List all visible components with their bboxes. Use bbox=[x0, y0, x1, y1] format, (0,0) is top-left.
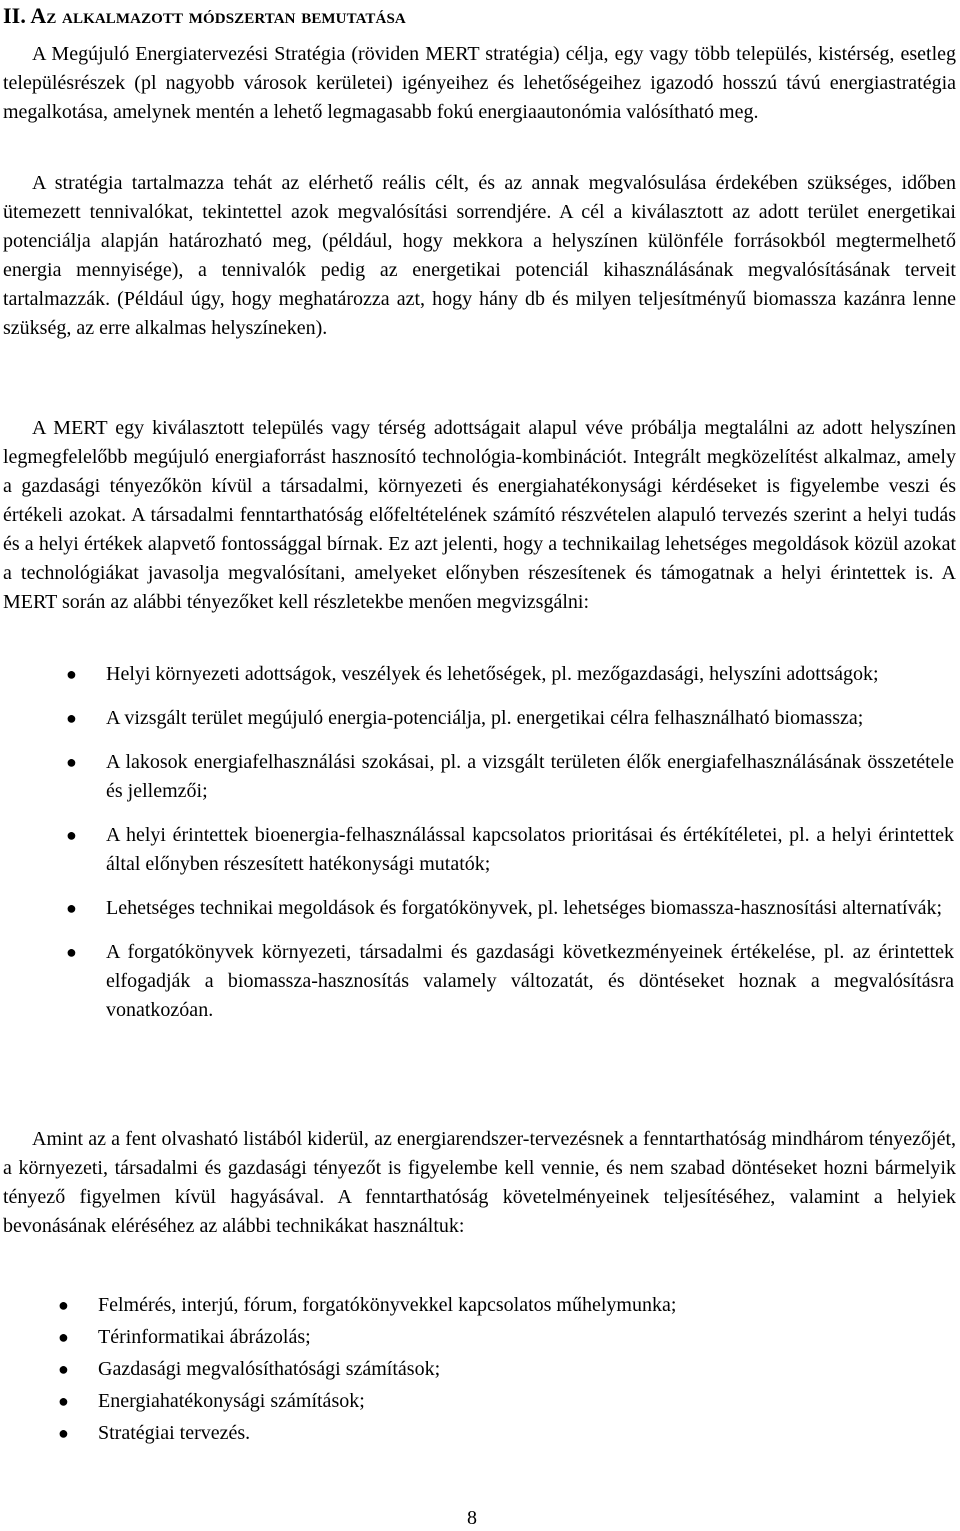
list-item-text: A vizsgált terület megújuló energia-potenciálja, pl. energetikai célra felhasználható biomassza; bbox=[106, 707, 864, 729]
paragraph-mert-intro: A Megújuló Energiatervezési Stratégia (röviden MERT stratégia) célja, egy vagy több település, kistérség, esetleg településrészek (pl nagyobb városok kerületei) igényeihez és lehetőségeihez igazodó hosszú távú energiastratégia megalkotása, amelynek mentén a lehető legmagasabb fokú energiaautonómia valósítható meg. bbox=[3, 43, 956, 123]
list-item bbox=[0, 660, 954, 689]
list-item bbox=[0, 938, 954, 1025]
list-item bbox=[0, 1289, 948, 1321]
bullet-icon: ● bbox=[58, 1295, 69, 1315]
bullet-icon: ● bbox=[58, 1391, 69, 1411]
list-item-text: Helyi környezeti adottságok, veszélyek és lehetőségek, pl. mezőgazdasági, helyszíni adottságok; bbox=[106, 663, 879, 685]
section-title-rest: z alkalmazott módszertan bemutatása bbox=[46, 3, 406, 28]
section-title-initial: A bbox=[30, 3, 47, 28]
list-item bbox=[0, 704, 954, 733]
list-item bbox=[0, 1321, 948, 1353]
list-item-text: Felmérés, interjú, fórum, forgatókönyvekkel kapcsolatos műhelymunka; bbox=[98, 1294, 677, 1316]
list-item-text: A forgatókönyvek környezeti, társadalmi és gazdasági következményeinek értékelése, pl. az érintettek elfogadják a biomassza-hasznosítás valamely változatát, és döntéseket hoznak a megvalósításra vonatkozóan. bbox=[106, 941, 954, 1021]
bullet-icon: ● bbox=[66, 752, 77, 772]
bullet-icon: ● bbox=[58, 1359, 69, 1379]
paragraph-sustainability: Amint az a fent olvasható listából kiderül, az energiarendszer-tervezésnek a fenntarthatóság mindhárom tényezőjét, a környezeti, társadalmi és gazdasági tényezőt is figyelembe kell vennie, és nem szabad döntéseket hozni bármelyik tényező figyelmen kívül hagyásával. A fenntarthatóság követelményeinek teljesítéséhez, valamint a helyiek bevonásának eléréséhez az alábbi technikákat használtuk: bbox=[3, 1128, 956, 1237]
bullet-icon: ● bbox=[58, 1327, 69, 1347]
list-item-text: A lakosok energiafelhasználási szokásai, pl. a vizsgált területen élők energiafelhasználásának összetétele és jellemzői; bbox=[106, 751, 954, 802]
list-item bbox=[0, 748, 954, 806]
page-number: 8 bbox=[467, 1507, 477, 1529]
list-item bbox=[0, 821, 954, 879]
list-item bbox=[0, 1417, 948, 1449]
list-item bbox=[0, 1353, 948, 1385]
section-number: II. bbox=[3, 3, 26, 28]
list-item-text: Energiahatékonysági számítások; bbox=[98, 1390, 365, 1412]
list-item bbox=[0, 1385, 948, 1417]
bullet-icon: ● bbox=[66, 942, 77, 962]
list-item-text: Stratégiai tervezés. bbox=[98, 1422, 251, 1444]
factors-list bbox=[0, 660, 960, 1040]
paragraph-mert-approach: A MERT egy kiválasztott település vagy térség adottságait alapul véve próbálja megtalálni az adott helyszínen legmegfelelőbb megújuló energiaforrást hasznosító technológia-kombinációt. Integrált megközelítést alkalmaz, amely a gazdasági tényezőkön kívül a társadalmi, környezeti és energiahatékonysági kérdéseket is figyelembe veszi és értékeli azokat. A társadalmi fenntarthatóság előfeltételének számító részvételen alapuló tervezés szerint a helyi tudás és a helyi értékek alapvető fontossággal bírnak. Ez azt jelenti, hogy a technikailag lehetséges megoldások közül azokat a technológiákat javasolja megvalósítani, amelyeket előnyben részesítenek és támogatnak a helyi érintettek is. A MERT során az alábbi tényezőket kell részletekbe menően megvizsgálni: bbox=[3, 417, 956, 613]
bullet-icon: ● bbox=[66, 708, 77, 728]
section-heading bbox=[3, 3, 406, 29]
paragraph-strategy-contents: A stratégia tartalmazza tehát az elérhető reális célt, és az annak megvalósulása érdekében szükséges, időben ütemezett tennivalókat, tekintettel azok megvalósítási sorrendjére. A cél a kiválasztott az adott terület energetikai potenciálja alapján határozható meg, (például, hogy mekkora a helyszínen különféle forrásokból megtermelhető energia mennyisége), a tennivalók pedig az energetikai potenciál kihasználásának megvalósításának terveit tartalmazzák. (Például úgy, hogy meghatározza azt, hogy hány db és milyen teljesítményű biomassza kazánra lenne szükség, az erre alkalmas helyszíneken). bbox=[3, 172, 956, 339]
bullet-icon: ● bbox=[66, 898, 77, 918]
bullet-icon: ● bbox=[66, 825, 77, 845]
list-item-text: Térinformatikai ábrázolás; bbox=[98, 1326, 311, 1348]
list-item-text: Lehetséges technikai megoldások és forgatókönyvek, pl. lehetséges biomassza-hasznosítási alternatívák; bbox=[106, 897, 943, 919]
bullet-icon: ● bbox=[66, 664, 77, 684]
bullet-icon: ● bbox=[58, 1423, 69, 1443]
list-item-text: A helyi érintettek bioenergia-felhasználással kapcsolatos prioritásai és értékítéletei, pl. a helyi érintettek által előnyben részesített hatékonysági mutatók; bbox=[106, 824, 954, 875]
techniques-list bbox=[0, 1289, 960, 1449]
list-item bbox=[0, 894, 954, 923]
list-item-text: Gazdasági megvalósíthatósági számítások; bbox=[98, 1358, 441, 1380]
